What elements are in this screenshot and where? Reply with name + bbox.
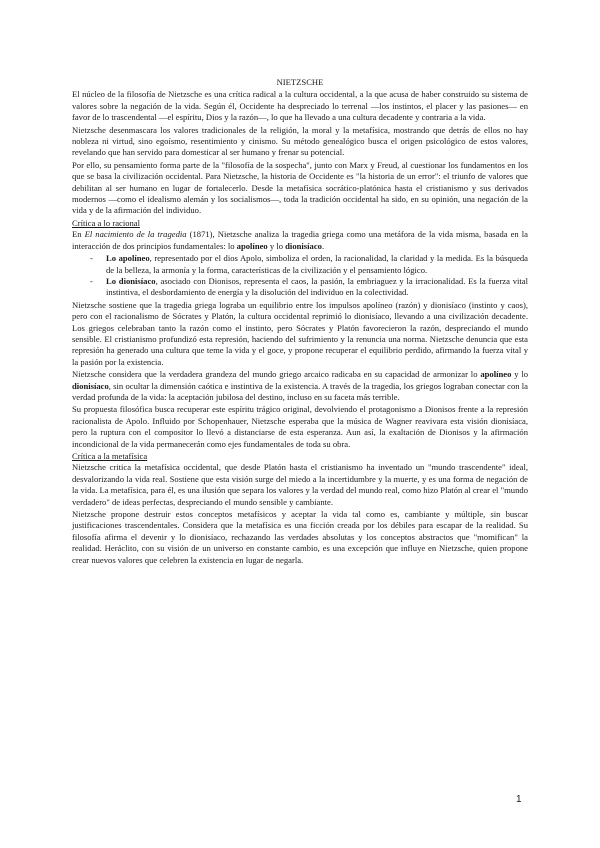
section-heading-rational: Crítica a lo racional xyxy=(72,217,141,228)
book-title: El nacimiento de la tragedia xyxy=(84,229,187,240)
bold-term: dionisíaco xyxy=(72,380,109,391)
page-number: 1 xyxy=(516,794,522,805)
paragraph-intro: El núcleo de la filosofía de Nietzsche es una crítica radical a la cultura occidental, a la que acusa de haber construido su sistema de valores sobre la negación de la vida. Según él, Occidente ha despreciado lo terrenal —los instintos, el placer y las pasiones— en favor de lo trascendental —el espíritu, Dios y la razón—, lo que ha llevado a una cultura decadente y contraria a la vida. xyxy=(72,89,528,123)
bold-term: Lo apolíneo xyxy=(106,253,150,264)
bold-term: dionisíaco xyxy=(285,240,322,251)
principles-list xyxy=(72,253,528,299)
list-item-apollonian xyxy=(106,253,528,276)
text-run: , sin ocultar la dimensión caótica e instintiva de la existencia. A través de la tragedia, los griegos lograban conectar con la verdad profunda de la vida: la aceptación jubilosa del destino, incluso en su faceta más terrible. xyxy=(72,380,528,402)
text-run: . xyxy=(321,240,325,251)
text-run: , representado por el dios Apolo, simboliza el orden, la racionalidad, la claridad y la medida. Es la búsqueda de la belleza, la armonía y la forma, características de la civilización y el pensamiento lógico. xyxy=(106,253,528,275)
paragraph-balance: Nietzsche sostiene que la tragedia griega lograba un equilibrio entre los impulsos apolíneo (razón) y dionisíaco (instinto y caos), pero con el racionalismo de Sócrates y Platón, la cultura occidental reprimió lo dionisíaco, llevando a una civilización decadente. Los griegos celebraban tanto la razón como el instinto, pero Sócrates y Platón favorecieron la razón, despreciando el mundo sensible. El cristianismo profundizó esta represión, haciendo del sufrimiento y la renuncia una norma. Nietzsche denuncia que esta represión ha generado una cultura que teme la vida y el goce, y propone recuperar el equilibrio perdido, afirmando la fuerza vital y la pasión por la existencia. xyxy=(72,299,528,367)
text-run: En xyxy=(72,229,85,240)
section-heading-metaphysics: Crítica a la metafísica xyxy=(72,451,148,461)
paragraph-greatness xyxy=(72,369,528,403)
text-run: Nietzsche considera que la verdadera grandeza del mundo griego arcaico radicaba en su capacidad de armonizar lo xyxy=(72,369,481,380)
document-body xyxy=(72,77,528,567)
bold-term: apolíneo xyxy=(480,369,512,380)
list-item-dionysian xyxy=(106,276,528,299)
paragraph-values: Nietzsche desenmascara los valores tradicionales de la religión, la moral y la metafísica, mostrando que detrás de ellos no hay nobleza ni virtud, sino egoísmo, resentimiento y cinismo. Su método genealógico busca el origen psicológico de estos valores, revelando que han servido para domesticar al ser humano y frenar su potencial. xyxy=(72,124,528,158)
text-run: y lo xyxy=(511,369,529,380)
text-run: y lo xyxy=(267,240,286,251)
paragraph-proposal: Su propuesta filosófica busca recuperar este espíritu trágico original, devolviendo el protagonismo a Dionisos frente a la represión racionalista de Apolo. Influido por Schopenhauer, Nietzsche esperaba que la música de Wagner reavivara esta visión dionisíaca, pero la ruptura con el compositor lo llevó a distanciarse de esta esperanza. Aun así, la exaltación de Dionisos y la afirmación incondicional de la vida permanecerán como ejes fundamentales de toda su obra. xyxy=(72,404,528,449)
page-title: NIETZSCHE xyxy=(276,77,324,87)
paragraph-suspicion: Por ello, su pensamiento forma parte de la "filosofía de la sospecha", junto con Marx y Freud, al cuestionar los fundamentos en los que se basa la civilización occidental. Para Nietzsche, la historia de Occidente es "la historia de un error": el triunfo de valores que debilitan al ser humano en lugar de fortalecerlo. Desde la metafísica socrático-platónica hasta el cristianismo y sus derivados modernos —como el idealismo alemán y los socialismos—, toda la tradición occidental ha sido, en su opinión, una negación de la vida y de la afirmación del individuo. xyxy=(72,159,528,216)
text-run: (1871), Nietzsche analiza la tragedia griega como una metáfora de la vida misma, basada en la interacción de dos principios fundamentales: lo xyxy=(72,229,528,251)
text-run: , asociado con Dionisos, representa el caos, la pasión, la embriaguez y la irracionalidad. Es la fuerza vital instintiva, el desbordamiento de energía y la disolución del individuo en la colectividad. xyxy=(106,275,528,298)
bold-term: apolíneo xyxy=(236,240,268,251)
paragraph-destroy: Nietzsche propone destruir estos conceptos metafísicos y aceptar la vida tal como es, cambiante y múltiple, sin buscar justificaciones trascendentales. Considera que la metafísica es una ficción creada por los débiles para escapar de la realidad. Su filosofía afirma el devenir y lo dionisíaco, rechazando las verdades absolutas y los conceptos abstractos que "momifican" la realidad. Heráclito, con su visión de un universo en constante cambio, es una excepción que influye en Nietzsche, quien propone crear nuevos valores que celebren la existencia en lugar de negarla. xyxy=(72,509,528,565)
paragraph-tragedy xyxy=(72,229,528,252)
bold-term: Lo dionisíaco xyxy=(106,275,156,286)
paragraph-metaphysics: Nietzsche critica la metafísica occidental, que desde Platón hasta el cristianismo ha inventado un "mundo trascendente" ideal, desvalorizando la vida real. Sostiene que esta visión surge del miedo a la incertidumbre y la muerte, y es una forma de negación de la vida. La metafísica, para él, es una ilusión que separa los valores y la verdad del mundo real, como hizo Platón al crear el "mundo verdadero" de ideas perfectas, despreciando el mundo sensible y cambiante. xyxy=(72,462,528,507)
